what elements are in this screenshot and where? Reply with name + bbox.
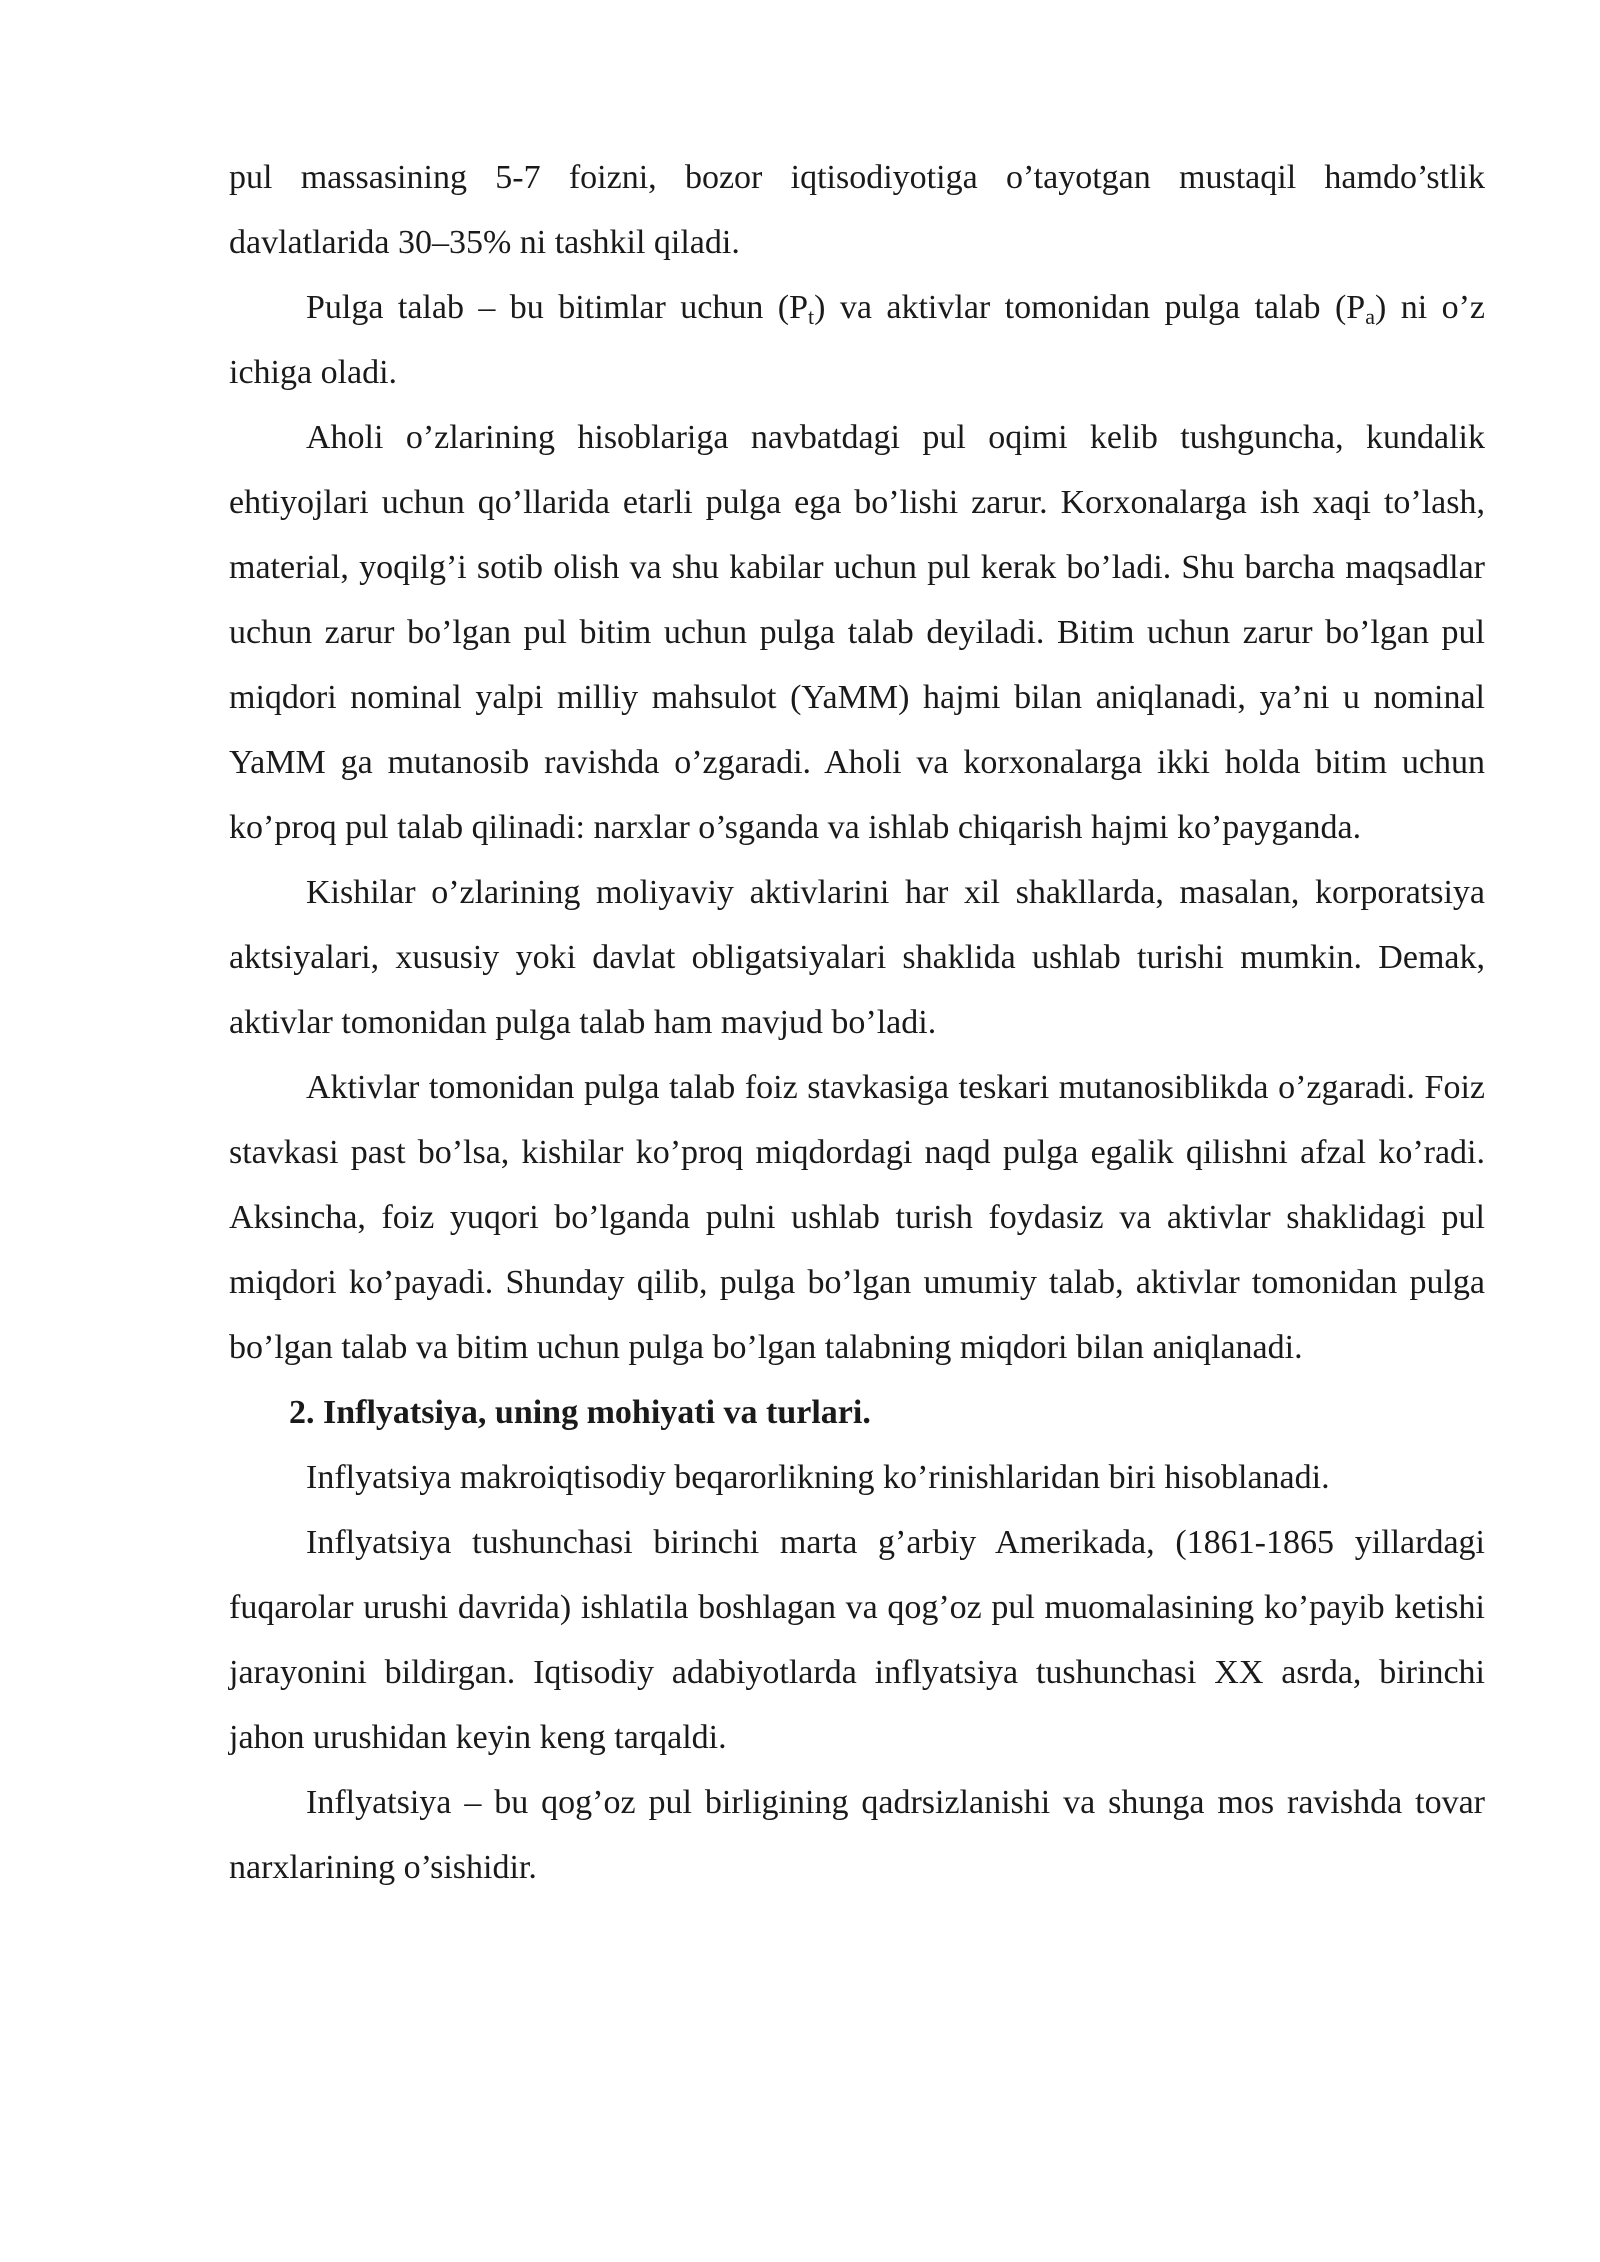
- paragraph-inflation-history: Inflyatsiya tushunchasi birinchi marta g’arbiy Amerikada, (1861-1865 yillardagi fuqarolar urushi davrida) ishlatila boshlagan va qog’oz pul muomalasining ko’payib ketishi jarayonini bildirgan. Iqtisodiy adabiyotlarda inflyatsiya tushunchasi XX asrda, birinchi jahon urushidan keyin keng tarqaldi.: [229, 1524, 1485, 1756]
- subscript-a: a: [1365, 304, 1375, 329]
- paragraph-financial-assets: Kishilar o’zlarining moliyaviy aktivlarini har xil shakllarda, masalan, korporatsiya aktsiyalari, xususiy yoki davlat obligatsiyalari shaklida ushlab turishi mumkin. Demak, aktivlar tomonidan pulga talab ham mavjud bo’ladi.: [229, 874, 1485, 1041]
- paragraph-money-demand: [229, 275, 1485, 405]
- section-heading: 2. Inflyatsiya, uning mohiyati va turlari.: [289, 1394, 871, 1431]
- demand-text-3: ) ni o’z ichiga oladi.: [229, 289, 1485, 391]
- subscript-t: t: [808, 304, 815, 329]
- paragraph-inflation-definition: Inflyatsiya – bu qog’oz pul birligining qadrsizlanishi va shunga mos ravishda tovar narxlarining o’sishidir.: [229, 1784, 1485, 1886]
- demand-text-1: Pulga talab – bu bitimlar uchun (P: [306, 289, 809, 326]
- paragraph-continuation: pul massasining 5-7 foizni, bozor iqtisodiyotiga o’tayotgan mustaqil hamdo’stlik davlatlarida 30–35% ni tashkil qiladi.: [229, 159, 1485, 261]
- paragraph-transactions: Aholi o’zlarining hisoblariga navbatdagi pul oqimi kelib tushguncha, kundalik ehtiyojlari uchun qo’llarida etarli pulga ega bo’lishi zarur. Korxonalarga ish xaqi to’lash, material, yoqilg’i sotib olish va shu kabilar uchun pul kerak bo’ladi. Shu barcha maqsadlar uchun zarur bo’lgan pul bitim uchun pulga talab deyiladi. Bitim uchun zarur bo’lgan pul miqdori nominal yalpi milliy mahsulot (YaMM) hajmi bilan aniqlanadi, ya’ni u nominal YaMM ga mutanosib ravishda o’zgaradi. Aholi va korxonalarga ikki holda bitim uchun ko’proq pul talab qilinadi: narxlar o’sganda va ishlab chiqarish hajmi ko’payganda.: [229, 419, 1485, 846]
- paragraph-inflation-intro: Inflyatsiya makroiqtisodiy beqarorlikning ko’rinishlaridan biri hisoblanadi.: [306, 1459, 1330, 1496]
- demand-text-2: ) va aktivlar tomonidan pulga talab (P: [814, 289, 1366, 326]
- document-page: [229, 145, 1485, 1900]
- paragraph-asset-demand: Aktivlar tomonidan pulga talab foiz stavkasiga teskari mutanosiblikda o’zgaradi. Foiz stavkasi past bo’lsa, kishilar ko’proq miqdordagi naqd pulga egalik qilishni afzal ko’radi. Aksincha, foiz yuqori bo’lganda pulni ushlab turish foydasiz va aktivlar shaklidagi pul miqdori ko’payadi. Shunday qilib, pulga bo’lgan umumiy talab, aktivlar tomonidan pulga bo’lgan talab va bitim uchun pulga bo’lgan talabning miqdori bilan aniqlanadi.: [229, 1069, 1485, 1366]
